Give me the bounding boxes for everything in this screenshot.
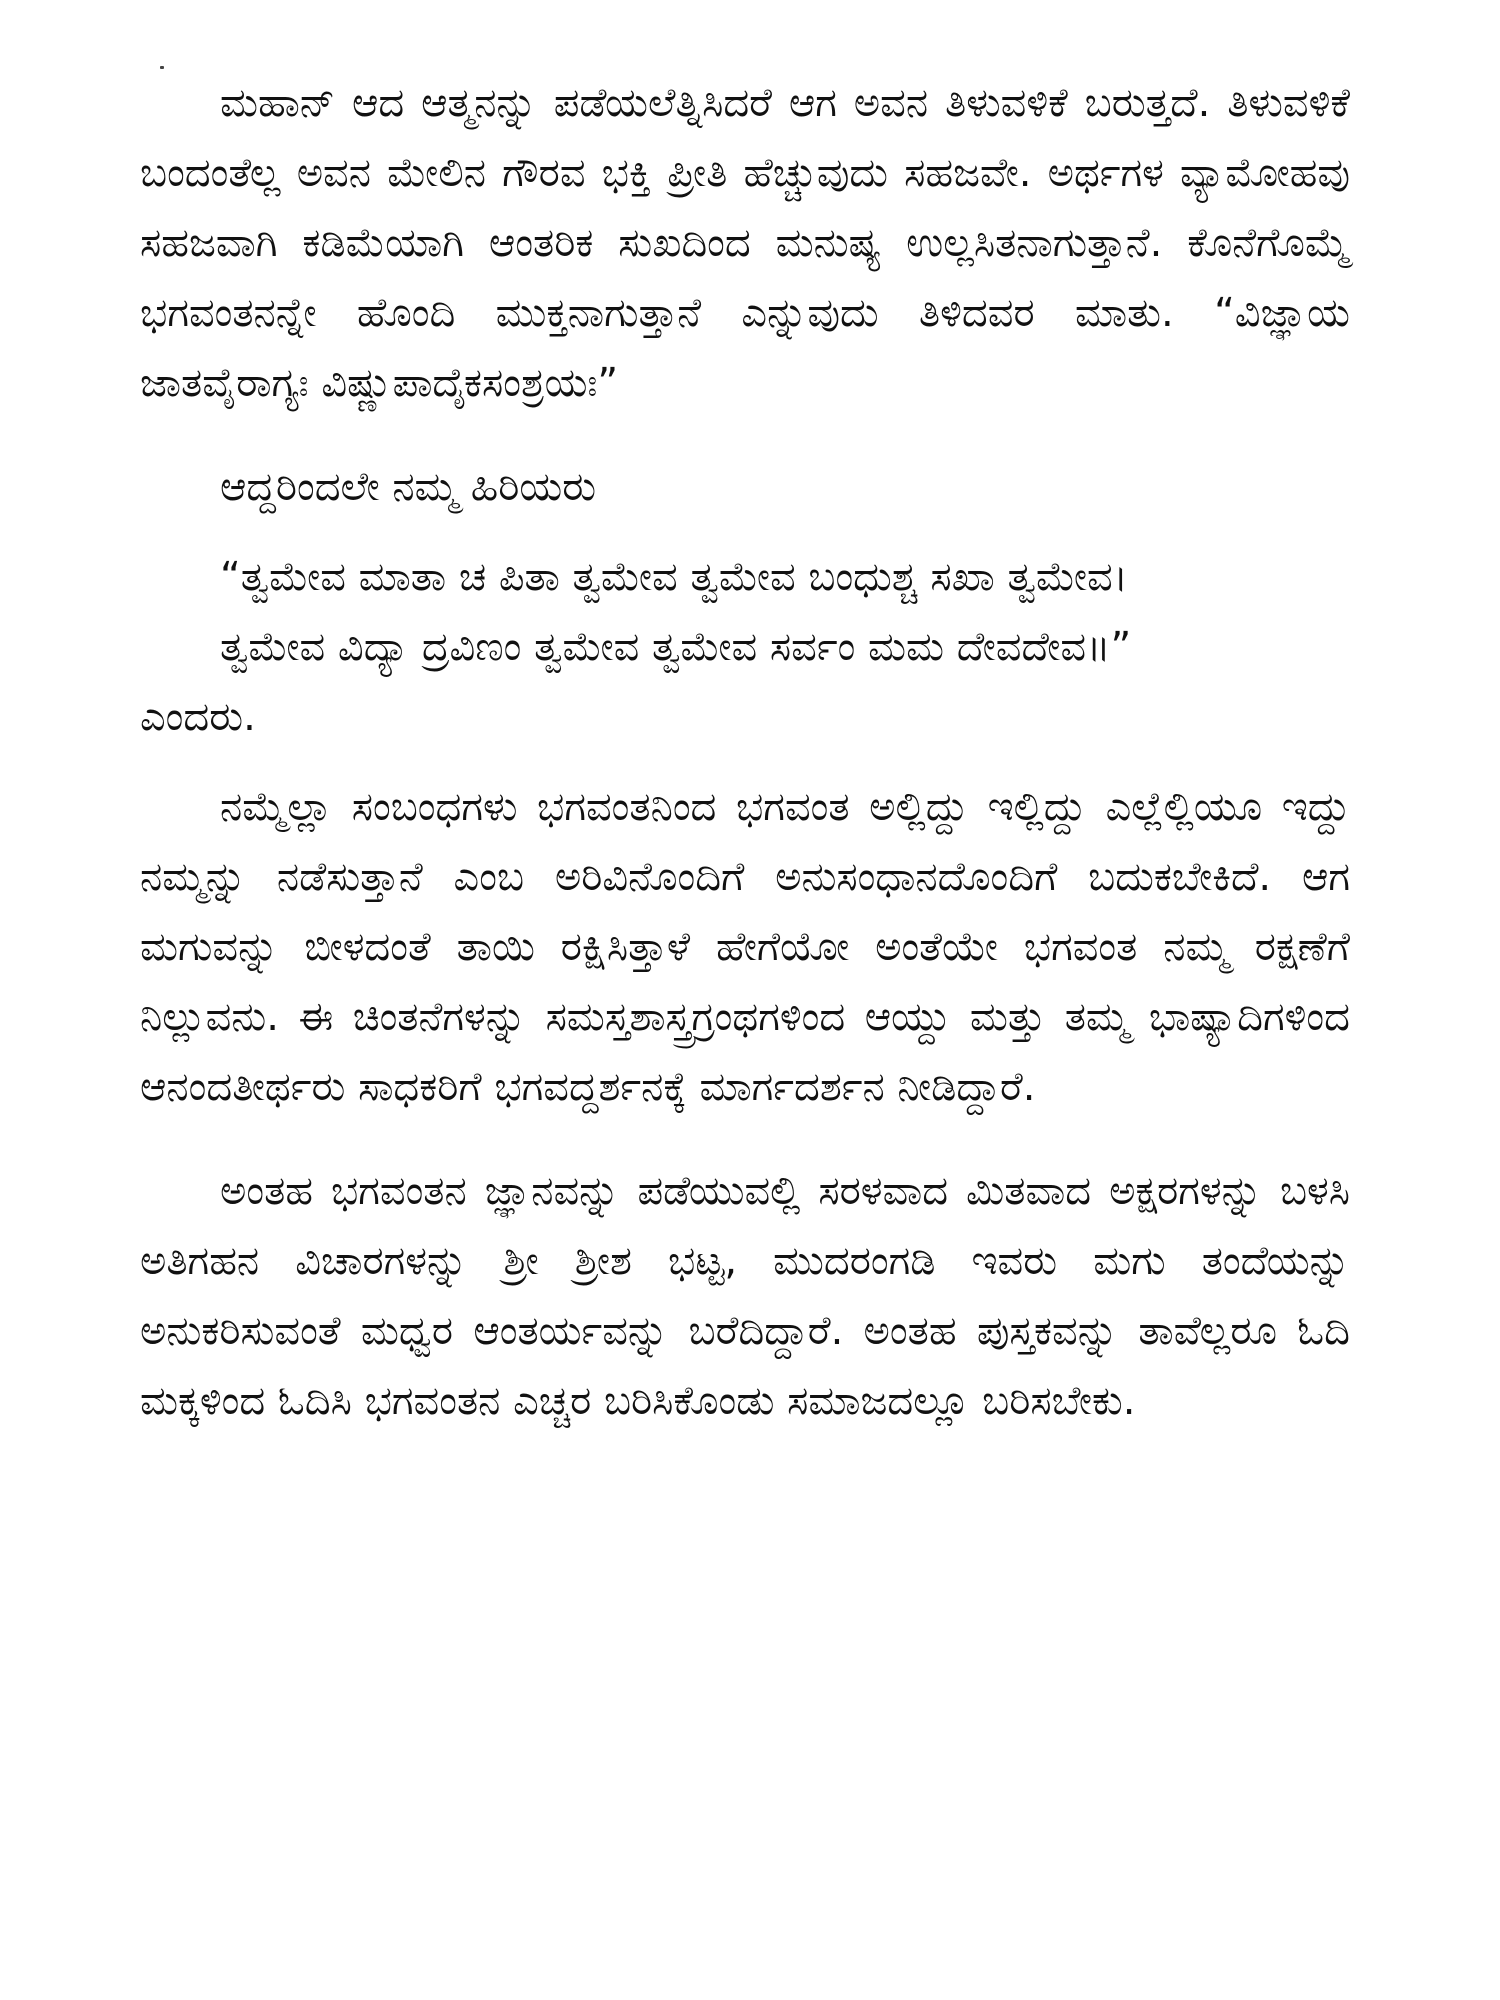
paragraph-4: ಅಂತಹ ಭಗವಂತನ ಜ್ಞಾನವನ್ನು ಪಡೆಯುವಲ್ಲಿ ಸರಳವಾದ ಮಿತವಾದ ಅಕ್ಷರಗಳನ್ನು ಬಳಸಿ ಅತಿಗಹನ ವಿಚಾರಗಳನ್ನು ಶ್ರೀ ಶ್ರೀಶ ಭಟ್ಟ, ಮುದರಂಗಡಿ ಇವರು ಮಗು ತಂದೆಯನ್ನು ಅನುಕರಿಸುವಂತೆ ಮಧ್ವರ ಆಂತರ್ಯವನ್ನು ಬರೆದಿದ್ದಾರೆ. ಅಂತಹ ಪುಸ್ತಕವನ್ನು ತಾವೆಲ್ಲರೂ ಓದಿ ಮಕ್ಕಳಿಂದ ಓದಿಸಿ ಭಗವಂತನ ಎಚ್ಚರ ಬರಿಸಿಕೊಂಡು ಸಮಾಜದಲ್ಲೂ ಬರಿಸಬೇಕು. [140, 1168, 1350, 1424]
sloka-tail: ಎಂದರು. [140, 694, 256, 740]
paragraph-1: ಮಹಾನ್ ಆದ ಆತ್ಮನನ್ನು ಪಡೆಯಲೆತ್ನಿಸಿದರೆ ಆಗ ಅವನ ತಿಳುವಳಿಕೆ ಬರುತ್ತದೆ. ತಿಳುವಳಿಕೆ ಬಂದಂತೆಲ್ಲ ಅವನ ಮೇಲಿನ ಗೌರವ ಭಕ್ತಿ ಪ್ರೀತಿ ಹೆಚ್ಚುವುದು ಸಹಜವೇ. ಅರ್ಥಗಳ ವ್ಯಾಮೋಹವು ಸಹಜವಾಗಿ ಕಡಿಮೆಯಾಗಿ ಆಂತರಿಕ ಸುಖದಿಂದ ಮನುಷ್ಯ ಉಲ್ಲಸಿತನಾಗುತ್ತಾನೆ. ಕೊನೆಗೊಮ್ಮೆ ಭಗವಂತನನ್ನೇ ಹೊಂದಿ ಮುಕ್ತನಾಗುತ್ತಾನೆ ಎನ್ನುವುದು ತಿಳಿದವರ ಮಾತು. “ವಿಜ್ಞಾಯ ಜಾತವೈರಾಗ್ಯಃ ವಿಷ್ಣುಪಾದೈಕಸಂಶ್ರಯಃ” [140, 80, 1350, 406]
paragraph-2: ಆದ್ದರಿಂದಲೇ ನಮ್ಮ ಹಿರಿಯರು [220, 464, 597, 510]
sloka-quote [140, 542, 1350, 752]
body-text [140, 68, 1350, 1470]
paragraph-3: ನಮ್ಮೆಲ್ಲಾ ಸಂಬಂಧಗಳು ಭಗವಂತನಿಂದ ಭಗವಂತ ಅಲ್ಲಿದ್ದು ಇಲ್ಲಿದ್ದು ಎಲ್ಲೆಲ್ಲಿಯೂ ಇದ್ದು ನಮ್ಮನ್ನು ನಡೆಸುತ್ತಾನೆ ಎಂಬ ಅರಿವಿನೊಂದಿಗೆ ಅನುಸಂಧಾನದೊಂದಿಗೆ ಬದುಕಬೇಕಿದೆ. ಆಗ ಮಗುವನ್ನು ಬೀಳದಂತೆ ತಾಯಿ ರಕ್ಷಿಸಿತ್ತಾಳೆ ಹೇಗೆಯೋ ಅಂತೆಯೇ ಭಗವಂತ ನಮ್ಮ ರಕ್ಷಣೆಗೆ ನಿಲ್ಲುವನು. ಈ ಚಿಂತನೆಗಳನ್ನು ಸಮಸ್ತಶಾಸ್ತ್ರಗ್ರಂಥಗಳಿಂದ ಆಯ್ದು ಮತ್ತು ತಮ್ಮ ಭಾಷ್ಯಾದಿಗಳಿಂದ ಆನಂದತೀರ್ಥರು ಸಾಧಕರಿಗೆ ಭಗವದ್ದರ್ಶನಕ್ಕೆ ಮಾರ್ಗದರ್ಶನ ನೀಡಿದ್ದಾರೆ. [140, 784, 1350, 1110]
sloka-line-1: “ತ್ವಮೇವ ಮಾತಾ ಚ ಪಿತಾ ತ್ವಮೇವ ತ್ವಮೇವ ಬಂಧುಶ್ಚ ಸಖಾ ತ್ವಮೇವ। [220, 554, 1128, 600]
sloka-line-2: ತ್ವಮೇವ ವಿದ್ಯಾ ದ್ರವಿಣಂ ತ್ವಮೇವ ತ್ವಮೇವ ಸರ್ವಂ ಮಮ ದೇವದೇವ॥” [220, 624, 1132, 670]
